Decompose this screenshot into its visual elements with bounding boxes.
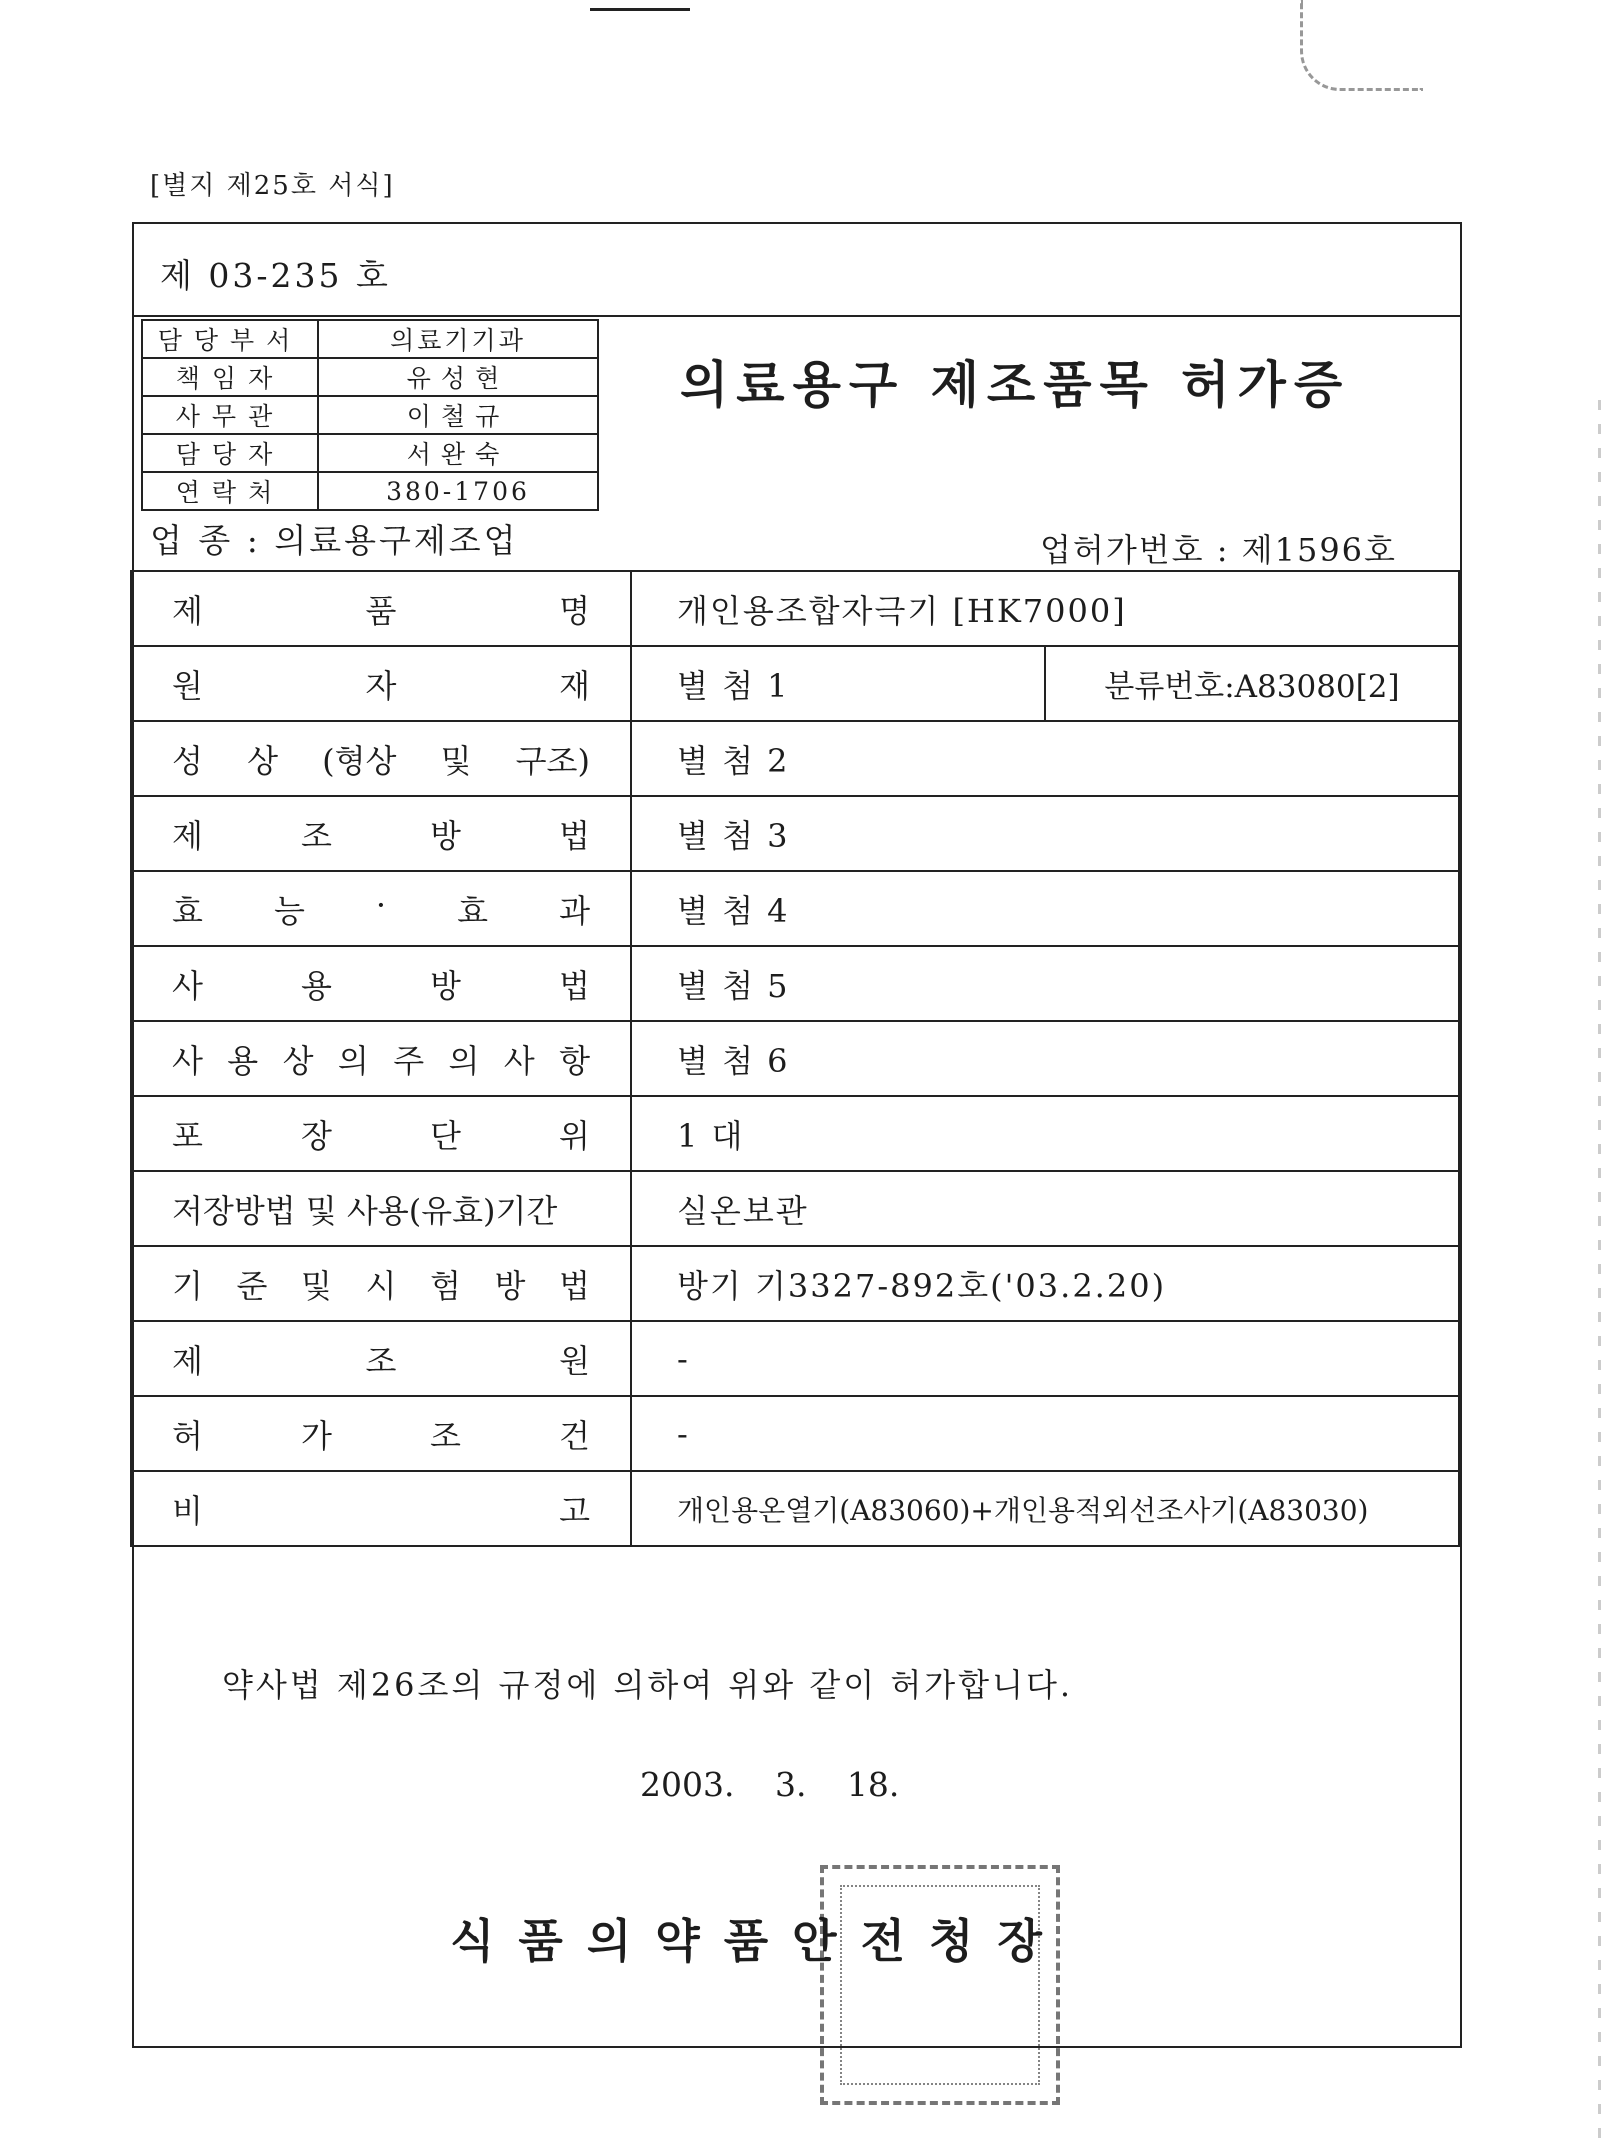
table-row xyxy=(131,721,1459,796)
approval-statement: 약사법 제26조의 규정에 의하여 위와 같이 허가합니다. xyxy=(222,1666,1074,1704)
row-label: 포 장 단 위 xyxy=(131,1096,631,1171)
row-value: 별 첨 4 xyxy=(631,871,1459,946)
contact-label: 담당자 xyxy=(142,434,318,472)
contact-value: 이철규 xyxy=(318,396,598,434)
row-label: 제 품 명 xyxy=(131,571,631,646)
table-row xyxy=(131,1471,1459,1546)
scan-edge xyxy=(1598,400,1601,2150)
divider xyxy=(133,315,1461,317)
contact-label: 연락처 xyxy=(142,472,318,510)
issuing-authority: 식품의약품안전청장 xyxy=(450,1914,1066,1968)
row-value: 별 첨 1 xyxy=(631,646,1045,721)
table-row xyxy=(131,871,1459,946)
row-value: 개인용온열기(A83060)+개인용적외선조사기(A83030) xyxy=(631,1471,1459,1546)
table-row xyxy=(131,1246,1459,1321)
row-label: 비 고 xyxy=(131,1471,631,1546)
row-label: 기 준 및 시 험 방 법 xyxy=(131,1246,631,1321)
row-value: - xyxy=(631,1396,1459,1471)
table-row xyxy=(131,1021,1459,1096)
row-label: 사 용 상 의 주 의 사 항 xyxy=(131,1021,631,1096)
row-label: 저장방법 및 사용(유효)기간 xyxy=(131,1171,631,1246)
official-seal xyxy=(820,1865,1060,2105)
contact-label: 담당부서 xyxy=(142,320,318,358)
contact-row xyxy=(142,472,598,510)
row-label: 원 자 재 xyxy=(131,646,631,721)
scan-mark xyxy=(590,8,690,11)
issue-date: 2003. 3. 18. xyxy=(640,1765,900,1804)
row-value: 별 첨 6 xyxy=(631,1021,1459,1096)
row-label: 성 상 (형상 및 구조) xyxy=(131,721,631,796)
row-value: 개인용조합자극기 [HK7000] xyxy=(631,571,1459,646)
row-label: 허 가 조 건 xyxy=(131,1396,631,1471)
row-value: 실온보관 xyxy=(631,1171,1459,1246)
row-value: 방기 기3327-892호('03.2.20) xyxy=(631,1246,1459,1321)
table-row xyxy=(131,1096,1459,1171)
contact-label: 사무관 xyxy=(142,396,318,434)
row-value: 별 첨 3 xyxy=(631,796,1459,871)
contact-value: 380-1706 xyxy=(318,472,598,510)
row-label: 효 능 · 효 과 xyxy=(131,871,631,946)
table-row xyxy=(131,571,1459,646)
stamp-smudge xyxy=(1300,0,1423,91)
table-row xyxy=(131,1396,1459,1471)
row-value: - xyxy=(631,1321,1459,1396)
table-row xyxy=(131,946,1459,1021)
certificate-title: 의료용구 제조품목 허가증 xyxy=(680,355,1351,414)
business-type: 업 종 : 의료용구제조업 xyxy=(150,521,519,560)
document-number: 제 03-235 호 xyxy=(160,256,391,295)
form-tag: [별지 제25호 서식] xyxy=(150,171,395,201)
row-label: 제 조 원 xyxy=(131,1321,631,1396)
table-row xyxy=(131,646,1459,721)
table-row xyxy=(131,1321,1459,1396)
product-table xyxy=(130,570,1460,1547)
classification-number: 분류번호:A83080[2] xyxy=(1045,646,1459,721)
row-label: 사 용 방 법 xyxy=(131,946,631,1021)
row-value: 별 첨 2 xyxy=(631,721,1459,796)
row-value: 1 대 xyxy=(631,1096,1459,1171)
license-number: 업허가번호 : 제1596호 xyxy=(1040,531,1397,569)
contact-table xyxy=(141,319,599,511)
row-label: 제 조 방 법 xyxy=(131,796,631,871)
contact-row xyxy=(142,320,598,358)
contact-value: 서완숙 xyxy=(318,434,598,472)
contact-row xyxy=(142,434,598,472)
contact-row xyxy=(142,358,598,396)
contact-label: 책임자 xyxy=(142,358,318,396)
contact-value: 의료기기과 xyxy=(318,320,598,358)
table-row xyxy=(131,796,1459,871)
row-value: 별 첨 5 xyxy=(631,946,1459,1021)
contact-value: 유성현 xyxy=(318,358,598,396)
table-row xyxy=(131,1171,1459,1246)
contact-row xyxy=(142,396,598,434)
